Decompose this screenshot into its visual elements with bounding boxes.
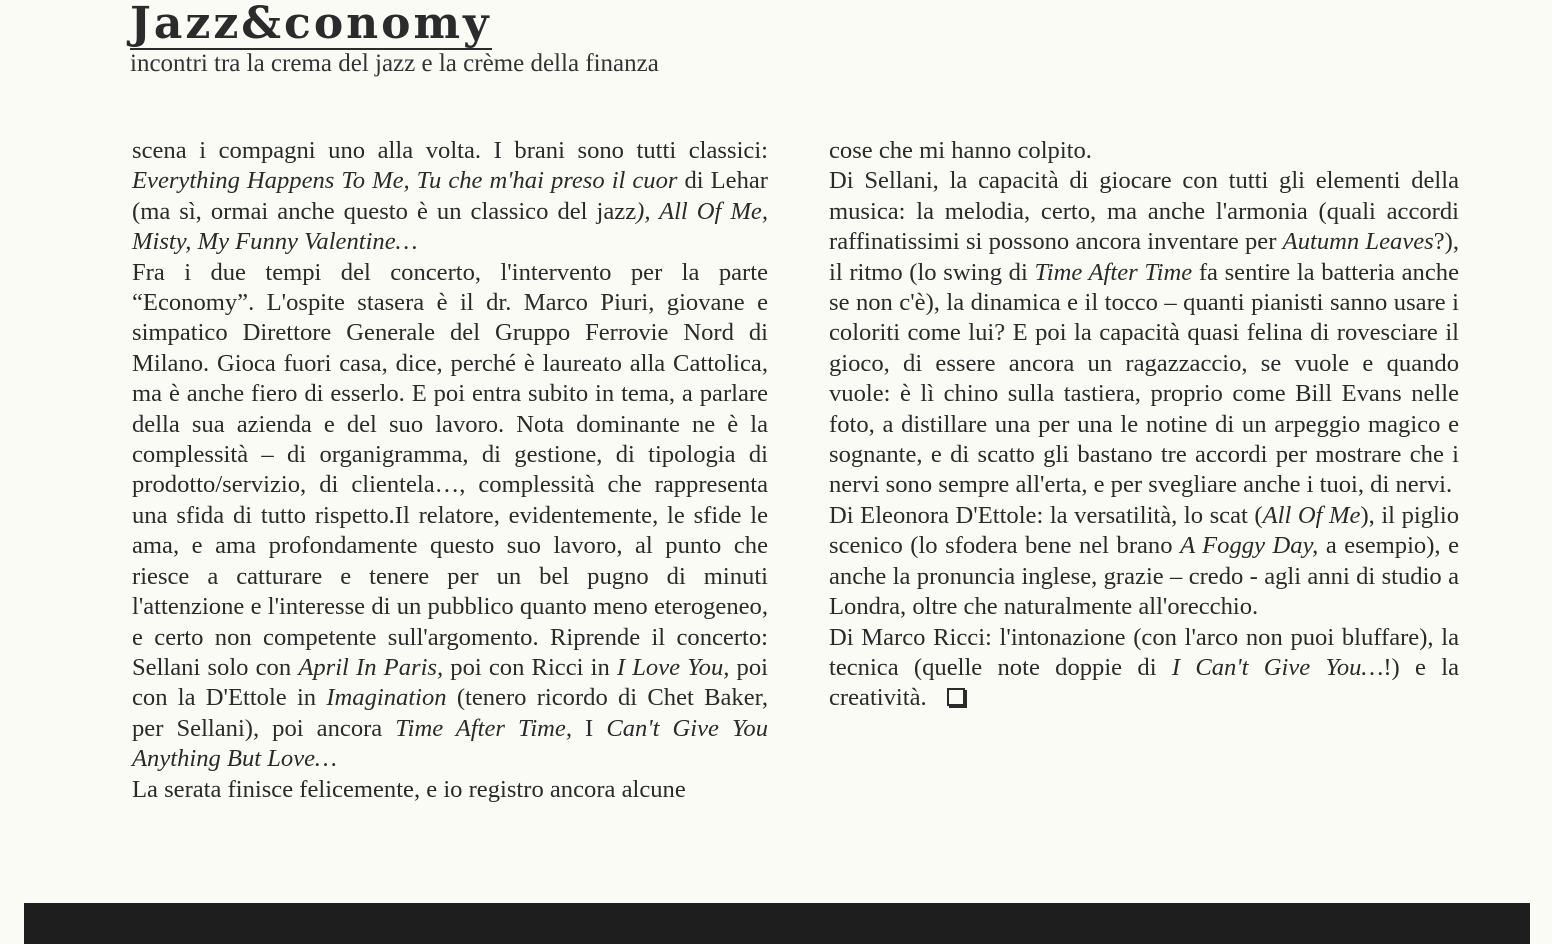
paragraph (132, 775, 768, 805)
page-title: Jazz&conomy (130, 0, 492, 49)
italic-title: Time After Time (1034, 258, 1193, 286)
paragraph (829, 166, 1459, 500)
text-run: poi con Ricci in (443, 653, 617, 681)
text-run: (tenero ricordo di Chet Baker, per Sellani), poi ancora (132, 684, 768, 742)
italic-title: Time After Time, (395, 714, 572, 742)
italic-title: All Of Me (1262, 501, 1361, 529)
text-run: Fra i due tempi del concerto, l'intervento per la parte “Economy”. L'ospite stasera è il dr. Marco Piuri, giovane e simpatico Direttore Generale del Gruppo Ferrovie Nord di Milano. Gioca fuori casa, dice, perché è laureato alla Cattolica, ma è anche fiero di esserlo. E poi entra subito in tema, a parlare della sua azienda e del suo lavoro. Nota dominante ne è la complessità – di organigramma, di gestione, di tipologia di prodotto/servizio, di clientela…, complessità che rappresenta una sfida di tutto rispetto.Il relatore, evidentemente, le sfide le ama, e ama profondamente questo suo lavoro, al punto che riesce a catturare e tenere per un bel pugno di minuti l'attenzione e l'interesse di un pubblico quanto meno eterogeneo, e certo non competente sull'argomento. Riprende il concerto: Sellani solo con (132, 258, 768, 681)
text-run: I (571, 714, 607, 742)
text-run: cose che mi hanno colpito. (829, 137, 1092, 164)
text-run: fa sentire la batteria anche se non c'è), la dinamica e il tocco – quanti pianisti sanno usare i coloriti come lui? E poi la capacità quasi felina di rovesciare il gioco, di essere ancora un ragazzaccio, se vuole e quando vuole: è lì chino sulla tastiera, proprio come Bill Evans nelle foto, a distillare una per una le notine di un arpeggio magico e sognante, e di scatto gli bastano tre accordi per mostrare che i nervi sono sempre all'erta, e per svegliare anche i tuoi, di nervi. (829, 258, 1459, 499)
text-run: Di Marco Ricci: l'intonazione (con l'arco non puoi bluffare), la tecnica (quelle note doppie di (829, 623, 1459, 681)
italic-title: Autumn Leaves (1282, 228, 1434, 256)
bottom-dark-band (24, 903, 1530, 944)
article-column-right (829, 136, 1459, 714)
text-run: ), il piglio scenico (lo sfodera bene nel brano (829, 501, 1459, 560)
italic-title: April In Paris, (298, 653, 444, 681)
text-run: di Lehar (ma sì, ormai anche questo è un classico del jazz (132, 167, 768, 225)
paragraph (132, 258, 768, 775)
text-run: scena i compagni uno alla volta. I brani sono tutti classici: (132, 137, 768, 164)
paragraph (829, 136, 1459, 166)
article-column-left (132, 136, 768, 805)
masthead (130, 0, 659, 78)
italic-title: Imagination (326, 684, 447, 712)
paragraph (829, 501, 1459, 623)
italic-title: A Foggy Day, (1180, 532, 1319, 560)
page-subtitle: incontri tra la crema del jazz e la crème della finanza (130, 50, 659, 77)
italic-title: Everything Happens To Me, Tu che m'hai preso il cuor (132, 167, 678, 195)
text-run: ?), il ritmo (lo swing di (829, 228, 1459, 286)
italic-title: ), All Of Me, Misty, My Funny Valentine… (132, 197, 768, 256)
italic-title: I Love You, (616, 653, 730, 681)
text-run: Di Sellani, la capacità di giocare con tutti gli elementi della musica: la melodia, certo, ma anche l'armonia (quali accordi raffinatissimi si possono ancora inventare per (829, 167, 1459, 256)
text-run: La serata finisce felicemente, e io registro ancora alcune (132, 775, 686, 803)
text-run: poi con la D'Ettole in (132, 653, 768, 712)
text-run: a esempio), e anche la pronuncia inglese, grazie – credo - agli anni di studio a Londra, oltre che naturalmente all'orecchio. (829, 532, 1459, 621)
italic-title: Can't Give You Anything But Love… (132, 714, 768, 773)
paragraph (829, 623, 1459, 714)
end-of-article-icon (947, 688, 965, 706)
italic-title: I Can't Give You… (1171, 653, 1384, 681)
text-run: Di Eleonora D'Ettole: la versatilità, lo scat ( (829, 501, 1263, 529)
paragraph (132, 136, 768, 258)
text-run: !) e la creatività. (829, 653, 1459, 712)
